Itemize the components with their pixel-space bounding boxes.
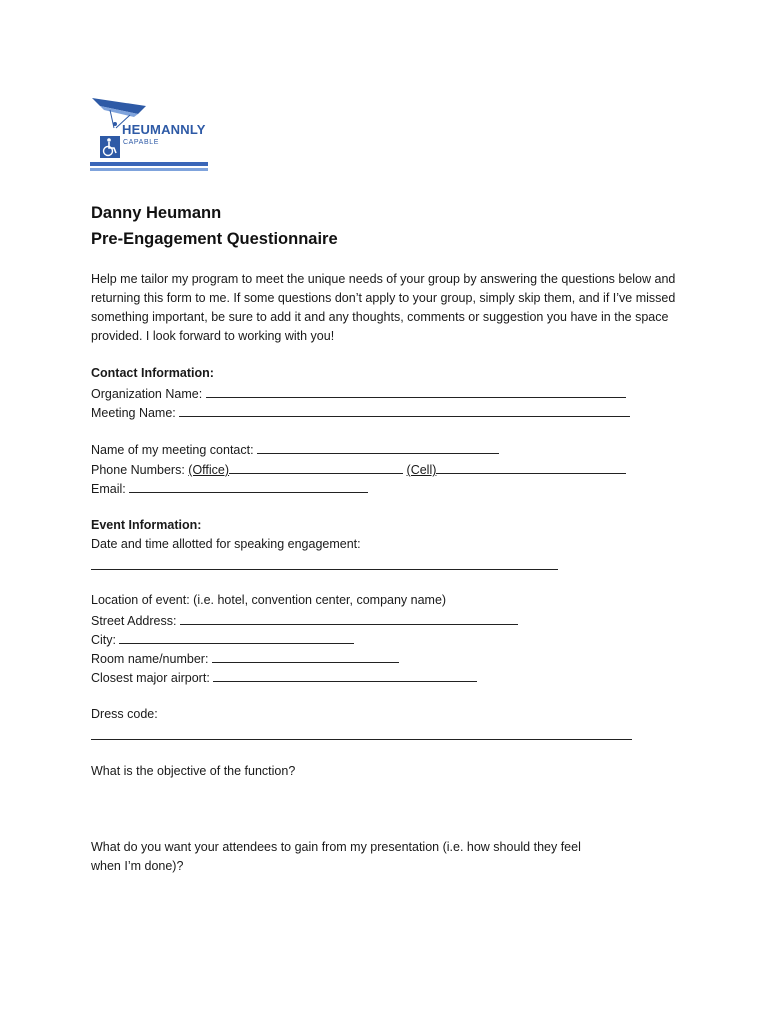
room-field[interactable] [212,650,399,663]
meeting-field[interactable] [179,404,630,417]
airport-label: Closest major airport: [91,671,210,685]
phone-row [91,461,626,477]
room-row [91,650,399,666]
meeting-label: Meeting Name: [91,406,176,420]
dress-code-field[interactable] [91,739,632,740]
city-label: City: [91,633,116,647]
street-row [91,612,518,628]
logo-bar-light [90,168,208,171]
email-label: Email: [91,482,126,496]
intro-paragraph: Help me tailor my program to meet the unique needs of your group by answering the questions below and returning this form to me. If some questions don’t apply to your group, simply skip them, and if I’ve missed something important, be sure to add it and any thoughts, comments or suggestion you have in the space provided. I look forward to working with you! [91,272,676,343]
organization-row [91,385,626,401]
logo-brand-sub: CAPABLE [123,139,159,146]
dress-code-label: Dress code: [91,707,158,721]
date-time-label: Date and time allotted for speaking engagement: [91,537,361,551]
event-section-header: Event Information: [91,518,202,532]
room-label: Room name/number: [91,652,209,666]
contact-name-label: Name of my meeting contact: [91,443,254,457]
organization-field[interactable] [206,385,626,398]
airport-row [91,669,477,685]
phone-office-field[interactable] [229,461,403,474]
location-label: Location of event: (i.e. hotel, convention center, company name) [91,593,447,607]
logo-bar [90,162,208,166]
city-field[interactable] [119,631,354,644]
phone-cell-field[interactable] [436,461,626,474]
contact-section-header: Contact Information: [91,366,214,380]
city-row [91,631,354,647]
author-name: Danny Heumann [91,204,222,222]
gain-question-line2: when I’m done)? [91,859,184,873]
email-field[interactable] [129,480,368,493]
phone-cell-label: (Cell) [406,463,437,477]
phone-office-label: (Office) [188,463,230,477]
objective-question: What is the objective of the function? [91,764,296,778]
document-title: Pre-Engagement Questionnaire [91,230,338,248]
airport-field[interactable] [213,669,477,682]
heumannly-capable-logo [90,94,212,178]
contact-name-field[interactable] [257,441,499,454]
wheelchair-icon [100,136,120,158]
street-label: Street Address: [91,614,177,628]
organization-label: Organization Name: [91,387,203,401]
logo-brand-name: HEUMANNLY [122,122,206,137]
phone-label: Phone Numbers: [91,463,185,477]
street-field[interactable] [180,612,518,625]
email-row [91,480,368,496]
contact-name-row [91,441,499,457]
meeting-row [91,404,630,420]
gain-question-line1: What do you want your attendees to gain from my presentation (i.e. how should they feel [91,840,581,854]
date-time-field[interactable] [91,569,558,570]
